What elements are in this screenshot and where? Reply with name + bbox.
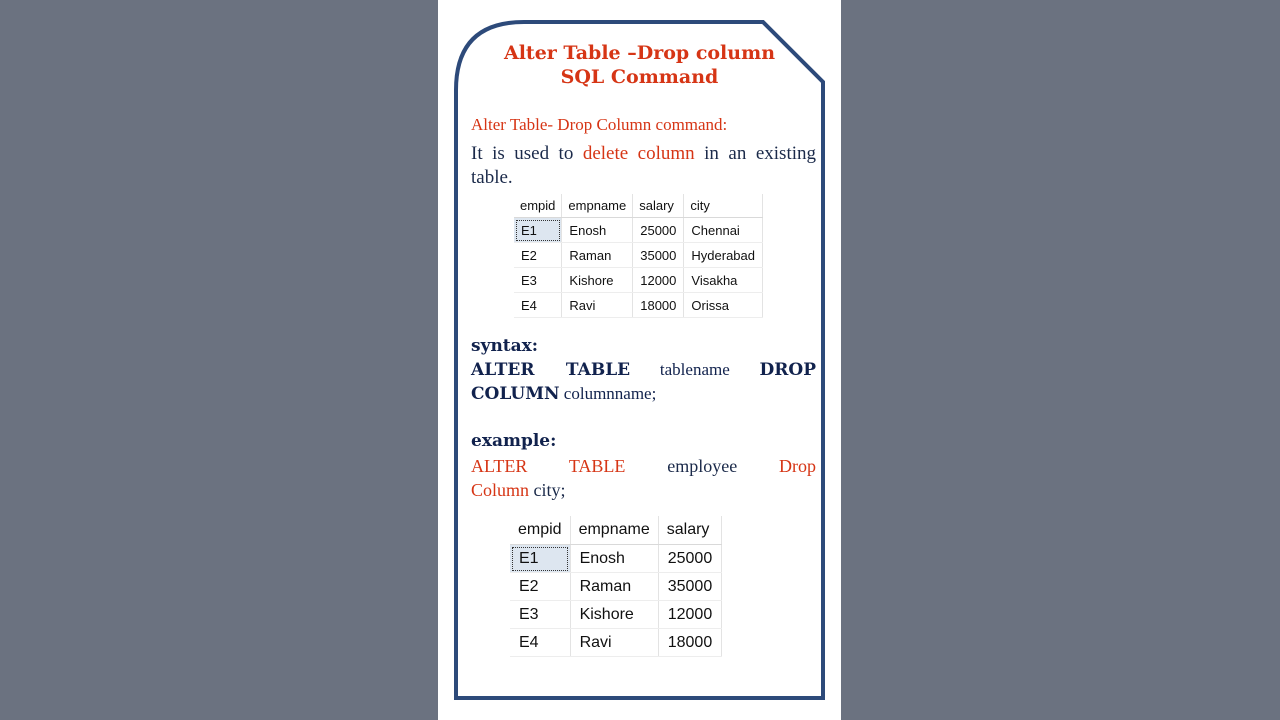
table-cell: Ravi [562, 293, 633, 318]
intro-highlight: delete column [582, 143, 695, 164]
syntax-keyword: COLUMN [471, 384, 560, 404]
table-cell: E1 [510, 545, 570, 573]
table-cell: E3 [514, 268, 562, 293]
table-before-header-cell: salary [633, 194, 684, 218]
table-cell: Raman [570, 573, 658, 601]
page-subtitle: SQL Command [560, 66, 719, 88]
table-cell: Enosh [562, 218, 633, 243]
table-before-header-cell: empid [514, 194, 562, 218]
table-cell: E4 [514, 293, 562, 318]
table-cell: 12000 [658, 601, 722, 629]
table-cell: E1 [514, 218, 562, 243]
table-cell: E2 [514, 243, 562, 268]
table-cell: 25000 [633, 218, 684, 243]
table-cell: Chennai [684, 218, 763, 243]
example-arg: city; [533, 480, 566, 500]
intro-text-post: in an existing table. [471, 143, 816, 188]
table-cell: Visakha [684, 268, 763, 293]
table-row [510, 573, 722, 601]
example-arg: employee [667, 456, 738, 476]
table-row [510, 629, 722, 657]
slide-card [438, 0, 841, 720]
syntax-line-1 [471, 358, 816, 382]
table-cell: 18000 [658, 629, 722, 657]
table-before [514, 194, 763, 318]
table-row [514, 268, 763, 293]
table-cell: Kishore [570, 601, 658, 629]
table-cell: 12000 [633, 268, 684, 293]
table-row [510, 545, 722, 573]
table-before-header-cell: city [684, 194, 763, 218]
intro-heading: Alter Table- Drop Column command: [471, 115, 728, 134]
table-cell: Raman [562, 243, 633, 268]
table-row [510, 601, 722, 629]
table-row [514, 293, 763, 318]
table-cell: Orissa [684, 293, 763, 318]
example-label: example: [471, 431, 557, 451]
table-cell: Hyderabad [684, 243, 763, 268]
table-cell: 18000 [633, 293, 684, 318]
table-after-header-cell: empid [510, 516, 570, 545]
example-keyword: Drop [779, 456, 817, 476]
syntax-label: syntax: [471, 336, 539, 356]
intro-text-pre: It is used to [471, 143, 574, 164]
syntax-keyword: ALTER TABLE [471, 360, 631, 380]
example-line-2 [471, 478, 816, 502]
example-keyword: Column [471, 480, 530, 500]
table-cell: Ravi [570, 629, 658, 657]
table-before-header-cell: empname [562, 194, 633, 218]
example-line-1 [471, 454, 816, 478]
syntax-arg: columnname; [563, 384, 657, 403]
syntax-arg: tablename [659, 360, 730, 379]
table-cell: 35000 [658, 573, 722, 601]
table-cell: E2 [510, 573, 570, 601]
table-cell: 25000 [658, 545, 722, 573]
page-title: Alter Table –Drop column [503, 42, 776, 64]
syntax-line-2 [471, 382, 816, 406]
table-after-header-cell: salary [658, 516, 722, 545]
table-cell: Enosh [570, 545, 658, 573]
table-cell: Kishore [562, 268, 633, 293]
table-cell: E3 [510, 601, 570, 629]
table-after [510, 516, 722, 657]
table-before-header [514, 194, 763, 218]
table-cell: 35000 [633, 243, 684, 268]
table-after-header [510, 516, 722, 545]
table-after-header-cell: empname [570, 516, 658, 545]
table-row [514, 243, 763, 268]
example-keyword: ALTER TABLE [471, 456, 626, 476]
table-cell: E4 [510, 629, 570, 657]
intro-paragraph [471, 142, 816, 190]
syntax-keyword: DROP [759, 360, 817, 380]
table-row [514, 218, 763, 243]
